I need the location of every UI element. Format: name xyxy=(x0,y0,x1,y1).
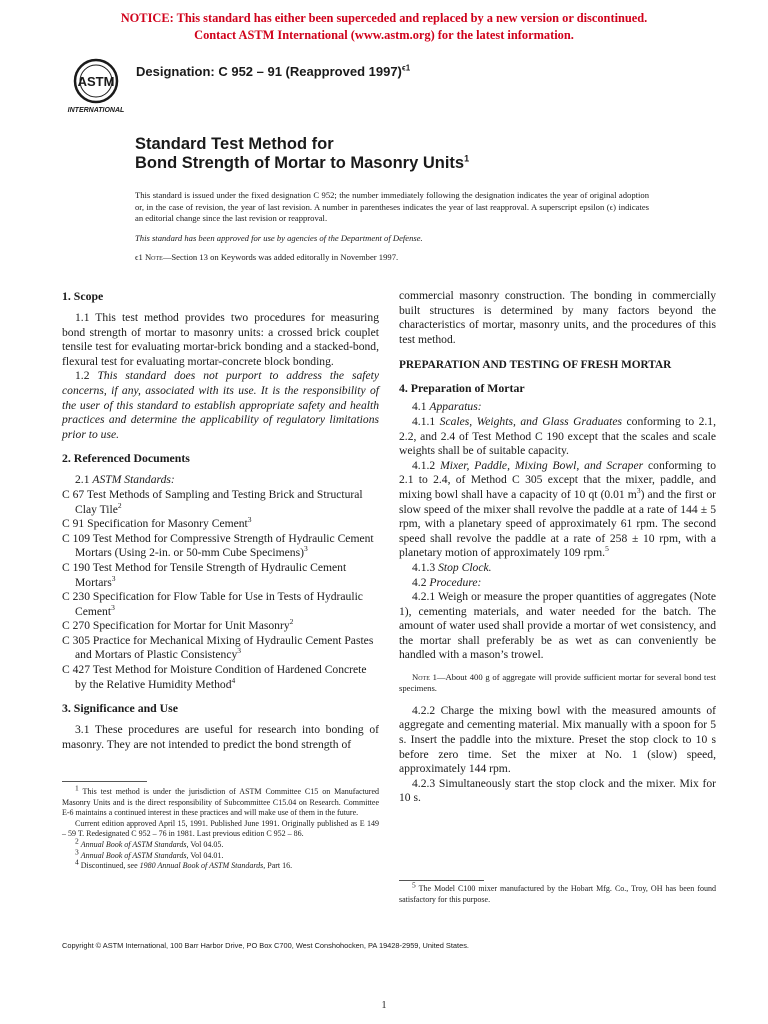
section-3-1-continued: commercial masonry construction. The bonding in commercially built structures is determined by many factors beyond the characteristics of mortar, masonry units, and the procedures of this test method. xyxy=(399,289,716,346)
referenced-standard-footnote: 3 xyxy=(303,544,308,554)
fn3-mark: 3 xyxy=(75,846,79,856)
note-1-label: Note xyxy=(412,672,430,683)
section-4-1-1-title: Scales, Weights, and Glass Graduates xyxy=(439,414,623,428)
section-4-2-num: 4.2 xyxy=(412,575,427,589)
referenced-standard-footnote: 2 xyxy=(289,617,294,627)
referenced-standard xyxy=(62,634,379,663)
section-2-1 xyxy=(62,473,379,488)
designation xyxy=(136,64,410,79)
fn2-vol: , Vol 04.05. xyxy=(186,839,224,849)
fn4-title: 1980 Annual Book of ASTM Standards xyxy=(139,861,264,871)
notice-line-1: NOTICE: This standard has either been superceded and replaced by a new version or discontinued. xyxy=(120,11,648,25)
section-4-2-text: Procedure: xyxy=(429,575,482,589)
section-1-2 xyxy=(62,369,379,442)
referenced-standard-footnote: 3 xyxy=(247,515,252,525)
preamble xyxy=(135,190,649,272)
logo-subtext: INTERNATIONAL xyxy=(67,107,125,114)
referenced-standard xyxy=(62,532,379,561)
fn5-mark: 5 xyxy=(412,880,416,890)
section-4-2 xyxy=(399,576,716,591)
section-4-1-1-text: conforming to 2.1, 2.2, and 2.4 of Test Method C 190 except that the scales and scale weights shall be of suitable capacity. xyxy=(399,414,716,458)
section-1-1: 1.1 This test method provides two procedures for measuring bond strength of mortar to masonry units: a crossed brick couplet tensile test for evaluating mortar-brick bonding and a stacked-bond, flexural test for evaluating mortar-concrete block bonding. xyxy=(62,311,379,368)
fn4-lead: Discontinued, see xyxy=(78,861,140,871)
approval-statement: This standard has been approved for use by agencies of the Department of Defense. xyxy=(135,232,423,243)
designation-epsilon: ϵ1 xyxy=(401,63,411,73)
section-2-heading: 2. Referenced Documents xyxy=(62,451,190,466)
referenced-standard xyxy=(62,517,379,532)
footnote-ref-5: 5 xyxy=(605,544,609,554)
section-4-1-3-num: 4.1.3 xyxy=(412,560,436,574)
section-1-heading: 1. Scope xyxy=(62,289,104,303)
section-4-1-2-title: Mixer, Paddle, Mixing Bowl, and Scraper xyxy=(440,458,644,472)
referenced-standard xyxy=(62,663,379,692)
section-3-heading: 3. Significance and Use xyxy=(62,701,179,716)
title-footnote-mark: 1 xyxy=(464,153,470,164)
referenced-standard-text: C 230 Specification for Flow Table for Use in Tests of Hydraulic Cement xyxy=(62,590,363,618)
preparation-heading: PREPARATION AND TESTING OF FRESH MORTAR xyxy=(399,359,672,372)
note-1-text: 1—About 400 g of aggregate will provide sufficient mortar for several bond test specimens. xyxy=(399,672,716,694)
editorial-note-label: Note xyxy=(144,252,163,263)
referenced-standard-text: C 270 Specification for Mortar for Unit Masonry xyxy=(62,619,290,633)
left-column xyxy=(62,289,379,752)
section-4-2-2: 4.2.2 Charge the mixing bowl with the measured amounts of aggregate and cementing material. Mix manually with a spoon for 5 s. Insert the paddle into the mixture. Preset the stop clock to 10 s before zero time. Set the mixer at No. 1 (slow) speed, approximately 144 rpm. xyxy=(399,703,716,776)
astm-logo xyxy=(63,55,129,115)
section-4-1-1-num: 4.1.1 xyxy=(412,414,436,428)
editorial-note-mark: ϵ1 xyxy=(135,252,143,263)
referenced-standards-list xyxy=(62,488,379,692)
section-4-1 xyxy=(399,400,716,415)
footnote-1-edition: Current edition approved April 15, 1991. Published June 1991. Originally published as E 149 – 59 T. Redesignated C 952 – 76 in 1981. Last previous edition C 952 – 86. xyxy=(62,818,379,839)
footnotes-right xyxy=(399,880,716,905)
referenced-standard-footnote: 2 xyxy=(117,500,122,510)
footnote-3 xyxy=(62,846,379,862)
referenced-standard-footnote: 4 xyxy=(231,675,236,685)
cubic-exponent: 3 xyxy=(636,486,641,496)
fn4-part: , Part 16. xyxy=(263,861,293,871)
fn1-mark: 1 xyxy=(75,783,79,793)
section-2-1-text: ASTM Standards: xyxy=(92,473,175,487)
referenced-standard-footnote: 3 xyxy=(111,573,116,583)
fn1-text: This test method is under the jurisdiction of ASTM Committee C15 on Manufactured Masonry Units and is the direct responsibility of Subcommittee C15.04 on Research. Committee E-6 maintains a continued interest in these practices and will make use of them in the future. xyxy=(62,787,379,818)
title-line-1: Standard Test Method for xyxy=(135,135,334,153)
referenced-standard-text: C 427 Test Method for Moisture Condition of Hardened Concrete by the Relative Humidity Method xyxy=(62,663,367,691)
fn5-text: The Model C100 mixer manufactured by the Hobart Mfg. Co., Troy, OH has been found satisfactory for this purpose. xyxy=(399,884,716,904)
fn4-mark: 4 xyxy=(75,857,79,867)
section-4-2-1: 4.2.1 Weigh or measure the proper quantities of aggregates (Note 1), cementing materials, and water needed for the batch. The amount of water used shall provide a mortar of wet consistency, and the mortar shall preferably be as wet as can conveniently be handled with a mason’s trowel. xyxy=(399,590,716,662)
referenced-standard-footnote: 3 xyxy=(237,646,242,656)
section-4-1-text: Apparatus: xyxy=(429,400,482,414)
section-4-1-1 xyxy=(399,415,716,459)
footnote-4 xyxy=(62,857,379,872)
section-1-2-text: This standard does not purport to address the safety concerns, if any, associated with its use. It is the responsibility of the user of this standard to establish appropriate safety and health practices and determine the applicability of regulatory limitations prior to use. xyxy=(62,369,379,441)
referenced-standard xyxy=(62,619,379,634)
section-4-1-2-num: 4.1.2 xyxy=(412,458,436,472)
referenced-standard xyxy=(62,561,379,590)
copyright: Copyright © ASTM International, 100 Barr Harbor Drive, PO Box C700, West Conshohocken, PA 19428-2959, United States. xyxy=(62,941,469,950)
footnote-rule-left xyxy=(62,781,147,782)
section-3-1: 3.1 These procedures are useful for research into bonding of masonry. They are not intended to predict the bond strength of xyxy=(62,723,379,751)
referenced-standard-text: C 190 Test Method for Tensile Strength of Hydraulic Cement Mortars xyxy=(62,560,347,589)
fn2-title: Annual Book of ASTM Standards xyxy=(80,839,187,849)
section-4-1-3 xyxy=(399,561,716,576)
referenced-standard-text: C 67 Test Methods of Sampling and Testing Brick and Structural Clay Tile xyxy=(62,487,363,516)
logo-text: ASTM xyxy=(77,74,115,89)
fn3-vol: , Vol 04.01. xyxy=(186,850,224,860)
referenced-standard-text: C 305 Practice for Mechanical Mixing of Hydraulic Cement Pastes and Mortars of Plastic Consistency xyxy=(62,633,374,662)
editorial-note-text: —Section 13 on Keywords was added editorally in November 1997. xyxy=(162,252,399,263)
referenced-standard-footnote: 3 xyxy=(111,602,115,612)
section-4-1-2-text-b: ) and the first or slow speed of the mixer shall revolve the paddle at a rate of 144 ± 5 rpm, with a planetary speed of approximately 61 rpm. The second speed shall revolve the paddle at a rate of 258 ± 10 rpm, with a planetary motion of approximately 109 rpm. xyxy=(399,487,716,560)
fn3-title: Annual Book of ASTM Standards xyxy=(80,850,187,860)
title-line-2: Bond Strength of Mortar to Masonry Units xyxy=(135,154,465,172)
referenced-standard-text: C 109 Test Method for Compressive Strength of Hydraulic Cement Mortars (Using 2-in. or 50-mm Cube Specimens) xyxy=(62,531,374,560)
section-4-heading: 4. Preparation of Mortar xyxy=(399,381,525,396)
referenced-standard xyxy=(62,590,379,619)
document-title xyxy=(135,135,469,173)
right-column xyxy=(399,289,716,806)
referenced-standard-text: C 91 Specification for Masonry Cement xyxy=(62,517,248,531)
section-4-1-num: 4.1 xyxy=(412,400,427,414)
notice-banner xyxy=(0,10,768,44)
section-4-1-2-text-a: conforming to 2.1 to 2.4, of Method C 305 except that the mixer, paddle, and mixing bowl shall have a capacity of 10 qt (0.01 m xyxy=(399,458,716,501)
section-4-1-2 xyxy=(399,459,716,561)
notice-line-2: Contact ASTM International (www.astm.org) for the latest information. xyxy=(194,28,574,42)
page-number: 1 xyxy=(381,1000,387,1011)
section-4-2-3: 4.2.3 Simultaneously start the stop clock and the mixer. Mix for 10 s. xyxy=(399,776,716,805)
footnote-5 xyxy=(399,880,716,905)
designation-text: Designation: C 952 – 91 (Reapproved 1997) xyxy=(136,64,402,79)
footnote-1 xyxy=(62,783,379,819)
footnotes-left xyxy=(62,783,379,872)
issue-statement: This standard is issued under the fixed designation C 952; the number immediately following the designation indicates the year of original adoption or, in the case of revision, the year of last revision. A number in parentheses indicates the year of last reapproval. A superscript epsilon (ϵ) indicates an editorial change since the last revision or reapproval. xyxy=(135,190,649,224)
section-4-1-3-text: Stop Clock. xyxy=(438,560,492,574)
note-1 xyxy=(399,672,716,695)
editorial-note xyxy=(135,252,649,264)
referenced-standard xyxy=(62,488,379,517)
footnote-2 xyxy=(62,836,379,851)
fn2-mark: 2 xyxy=(75,836,79,846)
section-2-1-num: 2.1 xyxy=(75,473,90,487)
section-1-2-num: 1.2 xyxy=(75,369,90,383)
